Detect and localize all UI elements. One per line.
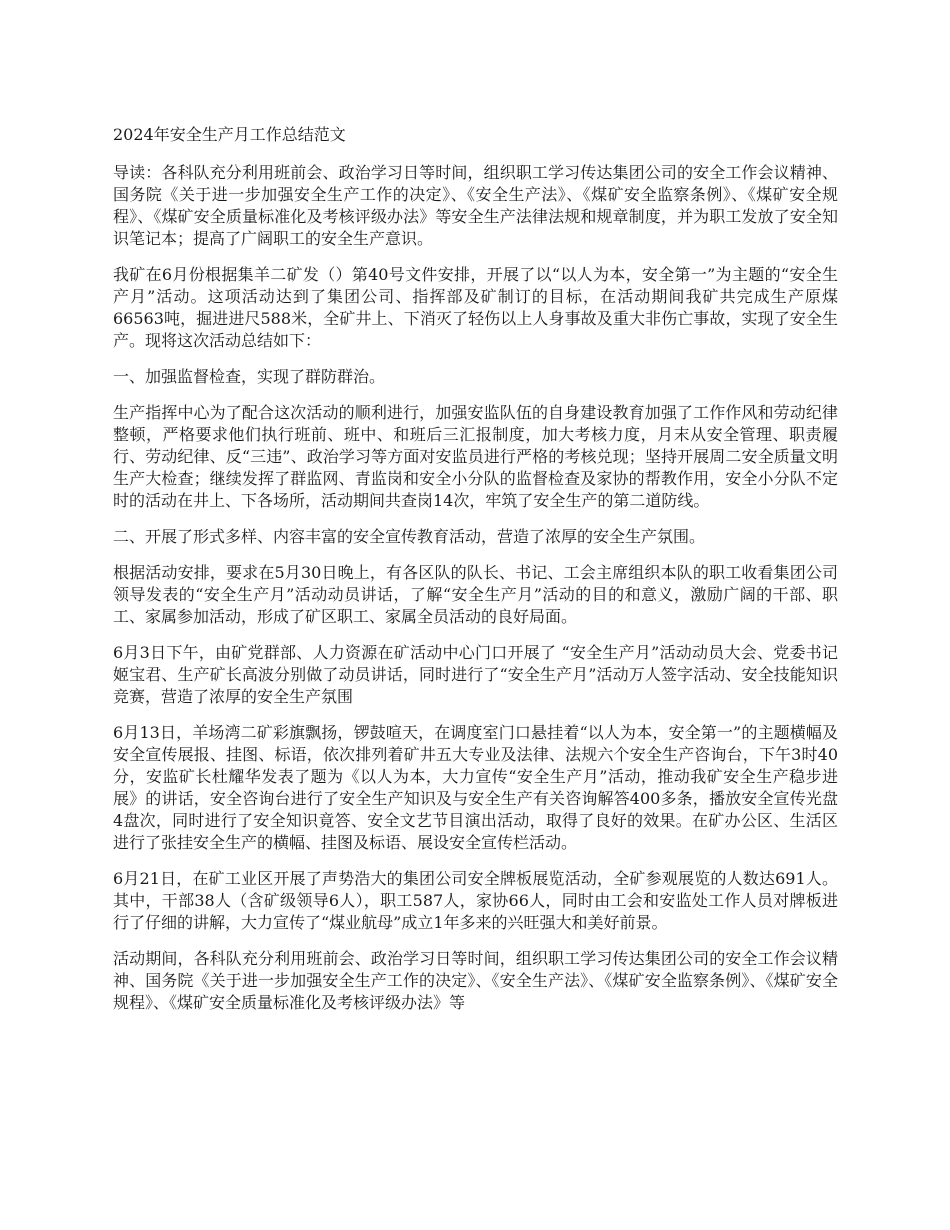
paragraph-activity-period: 活动期间，各科队充分利用班前会、政治学习日等时间，组织职工学习传达集团公司的安全工作会议精神、国务院《关于进一步加强安全生产工作的决定》、《安全生产法》、《煤矿安全监察条例》、《煤矿安全规程》、《煤矿安全质量标准化及考核评级办法》等	[113, 949, 838, 1012]
paragraph-june-21: 6月21日，在矿工业区开展了声势浩大的集团公司安全牌板展览活动，全矿参观展览的人数达691人。其中，干部38人（含矿级领导6人），职工587人，家协66人，同时由工会和安监处工作人员对牌板进行了仔细的讲解，大力宣传了“煤业航母”成立1年多来的兴旺强大和美好前景。	[113, 869, 838, 932]
paragraph-intro: 导读：各科队充分利用班前会、政治学习日等时间，组织职工学习传达集团公司的安全工作会议精神、国务院《关于进一步加强安全生产工作的决定》、《安全生产法》、《煤矿安全监察条例》、《煤矿安全规程》、《煤矿安全质量标准化及考核评级办法》等安全生产法律法规和规章制度，并为职工发放了安全知识笔记本；提高了广阔职工的安全生产意识。	[113, 163, 838, 248]
paragraph-june-13: 6月13日，羊场湾二矿彩旗飘扬，锣鼓喧天，在调度室门口悬挂着“以人为本，安全第一”的主题横幅及安全宣传展报、挂图、标语，依次排列着矿井五大专业及法律、法规六个安全生产咨询台，下午3时40分，安监矿长杜耀华发表了题为《以人为本，大力宣传“安全生产月”活动，推动我矿安全生产稳步进展》的讲话，安全咨询台进行了安全生产知识及与安全生产有关咨询解答400多条，播放安全宣传光盘4盘次，同时进行了安全知识竟答、安全文艺节目演出活动，取得了良好的效果。在矿办公区、生活区进行了张挂安全生产的横幅、挂图及标语、展设安全宣传栏活动。	[113, 723, 838, 852]
paragraph-supervision: 生产指挥中心为了配合这次活动的顺利进行，加强安监队伍的自身建设教育加强了工作作风和劳动纪律整顿，严格要求他们执行班前、班中、和班后三汇报制度，加大考核力度，月末从安全管理、职责履行、劳动纪律、反“三违”、政治学习等方面对安监员进行严格的考核兑现；坚持开展周二安全质量文明生产大检查；继续发挥了群监网、青监岗和安全小分队的监督检查及家协的帮教作用，安全小分队不定时的活动在井上、下各场所，活动期间共查岗14次，牢筑了安全生产的第二道防线。	[113, 403, 838, 510]
paragraph-june-3: 6月3日下午，由矿党群部、人力资源在矿活动中心门口开展了 “安全生产月”活动动员大会、党委书记姬宝君、生产矿长高波分别做了动员讲话，同时进行了“安全生产月”活动万人签字活动、安全技能知识竞赛，营造了浓厚的安全生产氛围	[113, 643, 838, 706]
section-heading-2: 二、开展了形式多样、内容丰富的安全宣传教育活动，营造了浓厚的安全生产氛围。	[113, 527, 706, 546]
document-page	[113, 124, 838, 1028]
document-title: 2024年安全生产月工作总结范文	[113, 125, 346, 144]
section-heading-1: 一、加强监督检查，实现了群防群治。	[113, 367, 386, 386]
paragraph-may-30: 根据活动安排，要求在5月30日晚上，有各区队的队长、书记、工会主席组织本队的职工收看集团公司领导发表的“安全生产月”活动动员讲话，了解“安全生产月”活动的目的和意义，激励广阔的干部、职工、家属参加活动，形成了矿区职工、家属全员活动的良好局面。	[113, 563, 838, 626]
paragraph-overview: 我矿在6月份根据集羊二矿发（）第40号文件安排，开展了以“以人为本，安全第一”为主题的“安全生产月”活动。这项活动达到了集团公司、指挥部及矿制订的目标，在活动期间我矿共完成生产原煤66563吨，掘进进尺588米，全矿井上、下消灭了轻伤以上人身事故及重大非伤亡事故，实现了安全生产。现将这次活动总结如下：	[113, 265, 838, 350]
